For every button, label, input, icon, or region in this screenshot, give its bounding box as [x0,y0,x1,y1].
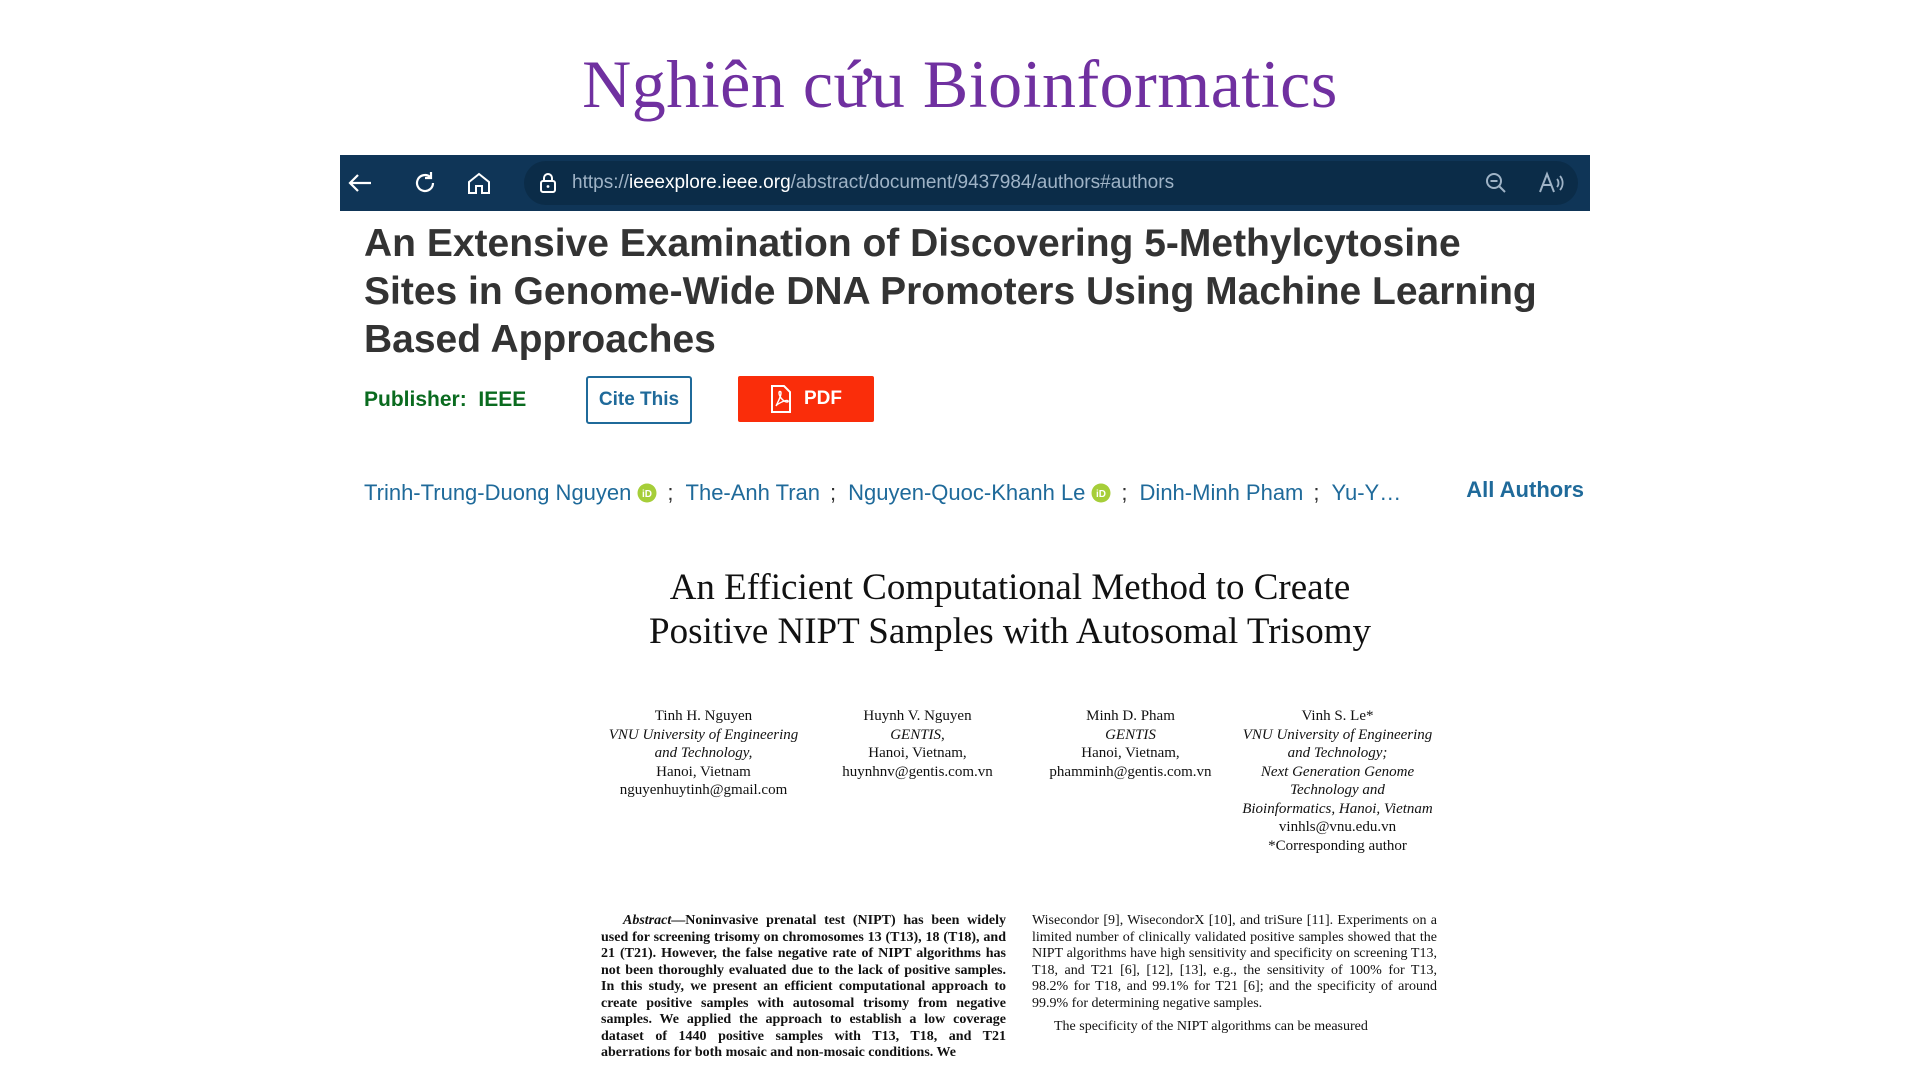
author-affiliation: Huynh V. Nguyen GENTIS, Hanoi, Vietnam, huynhnv@gentis.com.vn [842,708,993,780]
back-button[interactable] [340,155,380,211]
read-aloud-icon [1538,171,1564,195]
pdf-button[interactable] [738,376,874,422]
author-link[interactable]: Dinh-Minh Pham [1139,480,1304,505]
body-text-column [1032,913,1437,1036]
svg-text:iD: iD [642,489,653,500]
all-authors-link[interactable]: All Authors [1466,477,1584,502]
browser-address-bar [340,155,1590,211]
publisher-label: Publisher: [364,388,467,411]
home-button[interactable] [452,155,506,211]
author-separator: ; [1313,480,1320,505]
author-link[interactable]: The-Anh Tran [685,480,821,505]
svg-text:iD: iD [1096,489,1107,500]
orcid-icon[interactable] [637,483,657,503]
read-aloud-button[interactable] [1538,171,1564,195]
refresh-icon [412,170,438,196]
body-paragraph: Wisecondor [9], WisecondorX [10], and triSure [11]. Experiments on a limited number of clinically validated positive samples showed that the NIPT algorithms have high sensitivity and specificity on screening T13, T18, and T21 [6], [12], [13], e.g., the sensitivity of 100% for T13, 98.2% for T18, and 99.1% for T21 [6]; and the specificity of around 99.9% for determining negative samples. [1032,913,1437,1011]
author-separator: ; [667,480,674,505]
publisher [364,388,526,412]
author-link[interactable]: Yu-Y… [1331,480,1402,505]
author-separator: ; [830,480,837,505]
author-link[interactable]: Nguyen-Quoc-Khanh Le [848,480,1086,505]
paper-title: An Extensive Examination of Discovering 5-Methylcytosine Sites in Genome-Wide DNA Promoters Using Machine Learning Based Approaches [364,222,1537,361]
pdf-paper-title [560,566,1460,654]
author-affiliation: Vinh S. Le* VNU University of Engineering and Technology; Next Generation Genome Technology and Bioinformatics, Hanoi, Vietnam vinhls@vnu.edu.vn *Corresponding author [1242,708,1433,854]
zoom-out-icon [1484,171,1508,195]
pdf-file-icon [770,385,792,413]
abstract-text: —Noninvasive prenatal test (NIPT) has been widely used for screening trisomy on chromosomes 13 (T13), 18 (T18), and 21 (T21). However, the false negative rate of NIPT algorithms has not been thoroughly evaluated due to the lack of positive samples. In this study, we present an efficient computational approach to create positive samples with autosomal trisomy from negative samples. We applied the approach to establish a low coverage dataset of 1440 positive samples with T13, T18, and T21 aberrations for both mosaic and non-mosaic conditions. We [601,913,1006,1060]
url-field[interactable] [524,161,1578,205]
refresh-button[interactable] [398,155,452,211]
url-text: https://ieeexplore.ieee.org/abstract/document/9437984/authors#authors [572,172,1175,193]
author-affiliation: Minh D. Pham GENTIS Hanoi, Vietnam, phamminh@gentis.com.vn [1049,708,1212,780]
publisher-value: IEEE [478,388,527,411]
lock-icon [538,172,558,194]
cite-this-button[interactable]: Cite This [586,376,692,424]
pdf-title-line: An Efficient Computational Method to Create [669,567,1351,608]
abstract-label: Abstract [623,913,672,928]
author-affiliation: Tinh H. Nguyen VNU University of Engineering and Technology, Hanoi, Vietnam nguyenhuytinh@gmail.com [608,708,799,798]
author-link[interactable]: Trinh-Trung-Duong Nguyen [364,480,632,505]
pdf-title-line: Positive NIPT Samples with Autosomal Trisomy [649,611,1371,652]
body-paragraph: The specificity of the NIPT algorithms can be measured [1054,1019,1368,1034]
back-arrow-icon [347,172,373,194]
author-list [364,477,1584,509]
zoom-out-button[interactable] [1484,171,1508,195]
abstract-paragraph [601,913,1006,1062]
orcid-icon[interactable] [1091,483,1111,503]
slide-title: Nghiên cứu Bioinformatics [582,46,1338,122]
pdf-label: PDF [804,388,842,409]
home-icon [466,171,492,195]
author-separator: ; [1121,480,1128,505]
